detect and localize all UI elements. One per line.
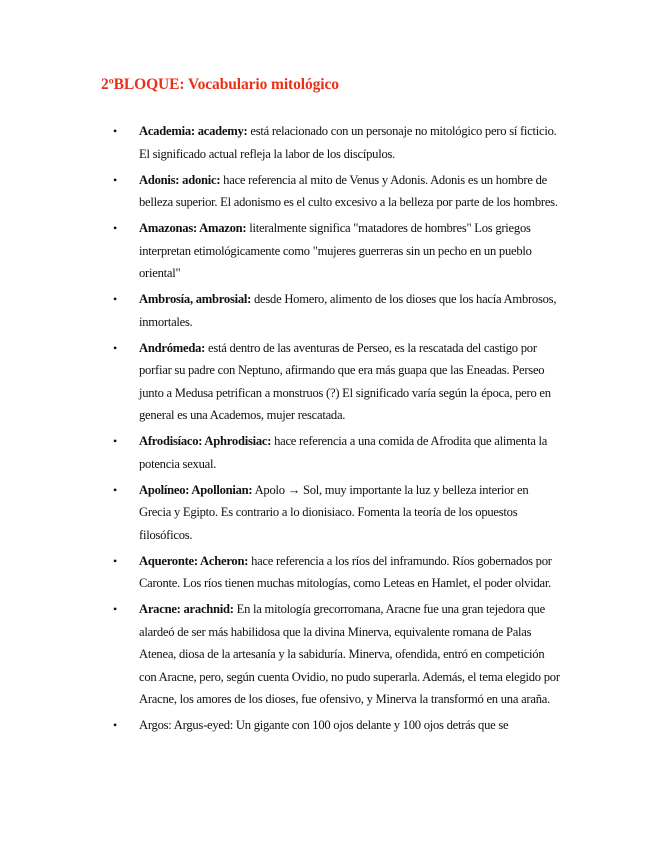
list-item (0, 598, 655, 711)
entry-term: Aracne: arachnid: (139, 602, 234, 616)
list-item (0, 550, 655, 595)
entry-definition: En la mitología grecorromana, Aracne fue una gran tejedora que alardeó de ser más habilidosa que la divina Minerva, equivalente romana de Palas Atenea, diosa de la artesanía y la sabiduría. Minerva, ofendida, entró en competición con Aracne, pero, según cuenta Ovidio, no pudo superarla. Además, el tema elegido por Aracne, los amores de los dioses, fue ofensivo, y Minerva la transformó en una araña. (139, 602, 560, 706)
entry-definition: hace referencia a una comida de Afrodita que alimenta la potencia sexual. (139, 434, 548, 471)
list-item (0, 479, 655, 547)
list-item (0, 120, 655, 165)
bullet-icon: • (113, 553, 117, 568)
entry-term: Afrodisíaco: Aphrodisiac: (139, 434, 272, 448)
entry-term: Aqueronte: Acheron: (139, 553, 249, 568)
vocabulary-list (0, 120, 655, 740)
entry-definition: hace referencia a los ríos del inframundo. Ríos gobernados por Caronte. Los ríos tienen muchas mitologías, como Leteas en Hamlet, el poder olvidar. (139, 553, 552, 590)
list-item (0, 217, 655, 285)
bullet-icon: • (113, 482, 117, 497)
bullet-icon: • (113, 221, 117, 235)
bullet-icon: • (113, 602, 117, 616)
list-item (0, 337, 655, 427)
list-item (0, 714, 655, 737)
entry-definition: está dentro de las aventuras de Perseo, es la rescatada del castigo por porfiar su padre con Neptuno, afirmando que era más guapa que las Eneadas. Perseo junto a Medusa petrifican a monstruos (?) El significado varía según la época, pero en general es una Academos, mujer rescatada. (139, 340, 551, 422)
entry-definition: Argos: Argus-eyed: Un gigante con 100 ojos delante y 100 ojos detrás que se (139, 718, 509, 732)
entry-term: Andrómeda: (139, 340, 206, 355)
entry-term: Apolíneo: Apollonian: (139, 482, 253, 497)
list-item (0, 169, 655, 214)
entry-definition: Apolo → Sol, muy importante la luz y belleza interior en Grecia y Egipto. Es contrario a lo dionisiaco. Fomenta la teoría de los opuestos filosóficos. (139, 482, 529, 542)
entry-definition: está relacionado con un personaje no mitológico pero sí ficticio. El significado actual refleja la labor de los discípulos. (139, 124, 557, 161)
entry-definition: hace referencia al mito de Venus y Adonis. Adonis es un hombre de belleza superior. El adonismo es el culto excesivo a la belleza por parte de los hombres. (139, 172, 558, 209)
bullet-icon: • (113, 172, 117, 187)
list-item (0, 430, 655, 475)
bullet-icon: • (113, 340, 117, 355)
list-item (0, 288, 655, 333)
entry-definition: literalmente significa "matadores de hombres" Los griegos interpretan etimológicamente como "mujeres guerreras sin un pecho en un pueblo oriental" (139, 221, 532, 280)
bullet-icon: • (113, 718, 117, 732)
entry-term: Ambrosía, ambrosial: (139, 292, 252, 306)
entry-term: Amazonas: Amazon: (139, 221, 247, 235)
bullet-icon: • (113, 434, 117, 448)
document-title: 2ºBLOQUE: Vocabulario mitológico (101, 76, 339, 93)
entry-term: Academia: academy: (139, 124, 248, 138)
entry-definition: desde Homero, alimento de los dioses que los hacía Ambrosos, inmortales. (139, 292, 557, 329)
entry-term: Adonis: adonic: (139, 172, 221, 187)
bullet-icon: • (113, 292, 117, 306)
bullet-icon: • (113, 124, 117, 138)
